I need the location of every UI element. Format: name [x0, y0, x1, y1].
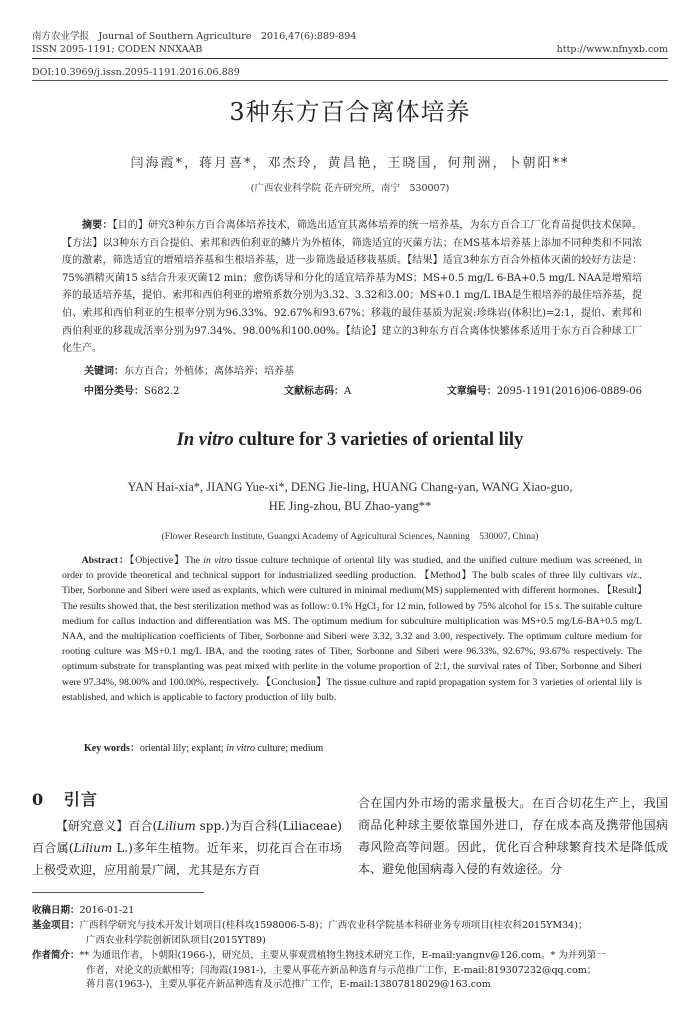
- journal-header: 南方农业学报 Journal of Southern Agriculture 2016,47(6):889-894: [32, 31, 357, 42]
- footnote-author: 作者简介：** 为通讯作者，卜朝阳(1966-)，研究员，主要从事观赏植物生物技术研究工作，E-mail:yangnv@126.com。* 为并列第一 作者，对论文的贡献相等；闫海霞(1981-)，主要从事花卉新品种选育与示范推广工作，E-mail:819307232@qq.com； 蒋月喜(1963-)，主要从事花卉新品种选育及示范推广工作，E-mail:13807818029@163.com: [32, 950, 606, 991]
- classification-row: [84, 382, 642, 397]
- abstract-cn: [62, 217, 642, 358]
- journal-url[interactable]: http://www.nfnyxb.com: [556, 44, 668, 55]
- footnote-fund: 基金项目：广西科学研究与技术开发计划项目(桂科攻1598006-5-8)；广西农业科学院基本科研业务专项项目(桂农科2015YM34)； 广西农业科学院创新团队项目(2015YT89): [32, 920, 588, 946]
- header-rule: [32, 58, 668, 59]
- issn-line: ISSN 2095-1191; CODEN NNXAAB: [32, 44, 203, 55]
- document-code: 文献标志码：A: [284, 386, 352, 397]
- body-column-left: 【研究意义】百合(Lilium spp.)为百合科(Liliaceae)百合属(Lilium L.)多年生植物。近年来，切花百合在市场上极受欢迎，应用前景广阔，尤其是东方百: [32, 819, 343, 877]
- title-cn: 3种东方百合离体培养: [229, 98, 471, 126]
- keywords-cn-label: 关键词：: [84, 366, 124, 377]
- keywords-cn-text: 东方百合；外植体；离体培养；培养基: [124, 366, 294, 377]
- abstract-cn-text: 【目的】研究3种东方百合离体培养技术，筛选出适宜其离体培养的统一培养基，为东方百合工厂化育苗提供技术保障。【方法】以3种东方百合提伯、索邦和西伯利亚的鳞片为外植体，筛选适宜的灭菌方法；在MS基本培养基上添加不同种类和不同浓度的激素，筛选适宜的增殖培养基和生根培养基，进一步筛选最适移栽基质。【结果】适宜3种东方百合外植体灭菌的较好方法是：75%酒精灭菌15 s结合升汞灭菌12 min；愈伤诱导和分化的适宜培养基为MS；MS+0.5 mg/L 6-BA+0.5 mg/L NAA是增殖培养的最适培养基，提伯、索邦和西伯利亚的增殖系数分别为3.32、3.32和3.00；MS+0.1 mg/L IBA是生根培养的最佳培养基，提伯、索邦和西伯利亚的生根率分别为96.33%、92.67%和93.67%；移栽的最佳基质为泥炭:珍珠岩(体积比)=2:1，提伯、索邦和西伯利亚的移栽成活率分别为97.34%、98.00%和100.00%。【结论】建立的3种东方百合离体快繁体系适用于东方百合种球工厂化生产。: [62, 220, 643, 355]
- abstract-cn-label: 摘要：: [82, 220, 113, 231]
- keywords-cn: [84, 362, 294, 377]
- abstract-en: Abstract：【Objective】The in vitro tissue culture technique of oriental lily was studied, and the unified culture medium was screened, in order to provide theoretical and technical support for industrialized seedling production. 【Method】The bulb scales of three lily cultivars viz., Tiber, Sorbonne and Siberi were used as explants, which were cultured in minimal medium(MS) supplemented with different hormones. 【Result】The results showed that, the best sterilization method was as follow: 0.1% HgCl₂ for 12 min, followed by 75% alcohol for 15 s. The suitable culture medium for callus induction and differentiation was MS. The optimum medium for subculture multiplication was MS+0.5 mg/L6-BA+0.5 mg/L NAA, and the multiplication coefficients of Tiber, Sorbonne and Siberi were 3.32, 3.32 and 3.00, respectively. The optimum culture medium for rooting culture was MS+0.1 mg/L IBA, and the rooting rates of Tiber, Sorbonne and Siberi were 96.33%, 92.67%, 93.67% respectively. The optimum substrate for transplanting was peat mixed with perlite in the volume proportion of 2:1, the survival rates of Tiber, Sorbonne and Siberi were 97.34%, 98.00% and 100.00%, respectively. 【Conclusion】The tissue culture and rapid propagation system for 3 varieties of oriental lily is established, and which is applicable to factory production of lily bulb.: [62, 555, 642, 703]
- keywords-en: Key words：oriental lily; explant; in vitro culture; medium: [84, 743, 324, 754]
- clc-number: 中图分类号：S682.2: [84, 386, 180, 397]
- doi-line[interactable]: DOI:10.3969/j.issn.2095-1191.2016.06.889: [32, 67, 240, 78]
- footnote-received: 收稿日期：2016-01-21: [32, 905, 135, 916]
- section-number: 0: [32, 790, 45, 809]
- section-title: 引言: [63, 790, 98, 809]
- doi-rule: [32, 80, 668, 81]
- affiliation-cn: (广西农业科学院 花卉研究所，南宁 530007): [250, 183, 450, 194]
- authors-cn: 闫海霞*，蒋月喜*，邓杰玲，黄昌艳，王晓国，何荆洲，卜朝阳**: [130, 156, 570, 171]
- section-heading: [32, 787, 98, 810]
- footnote-rule: [32, 892, 204, 893]
- title-en: In vitro culture for 3 varieties of oriental lily: [176, 430, 524, 450]
- body-column-right: 合在国内外市场的需求量极大。在百合切花生产上，我国商品化种球主要依靠国外进口，存在成本高及携带他国病毒风险高等问题。因此，优化百合种球繁育技术是降低成本、避免他国病毒入侵的有效途径。分: [358, 796, 668, 876]
- article-number: 文章编号：2095-1191(2016)06-0889-06: [446, 386, 642, 397]
- authors-en: YAN Hai-xia*, JIANG Yue-xi*, DENG Jie-ling, HUANG Chang-yan, WANG Xiao-guo, HE Jing-zhou, BU Zhao-yang**: [127, 480, 573, 513]
- abstract-en-label: Abstract：: [81, 555, 130, 566]
- keywords-en-label: Key words：: [84, 743, 140, 754]
- affiliation-en: (Flower Research Institute, Guangxi Academy of Agricultural Sciences, Nanning 530007, China): [161, 532, 539, 542]
